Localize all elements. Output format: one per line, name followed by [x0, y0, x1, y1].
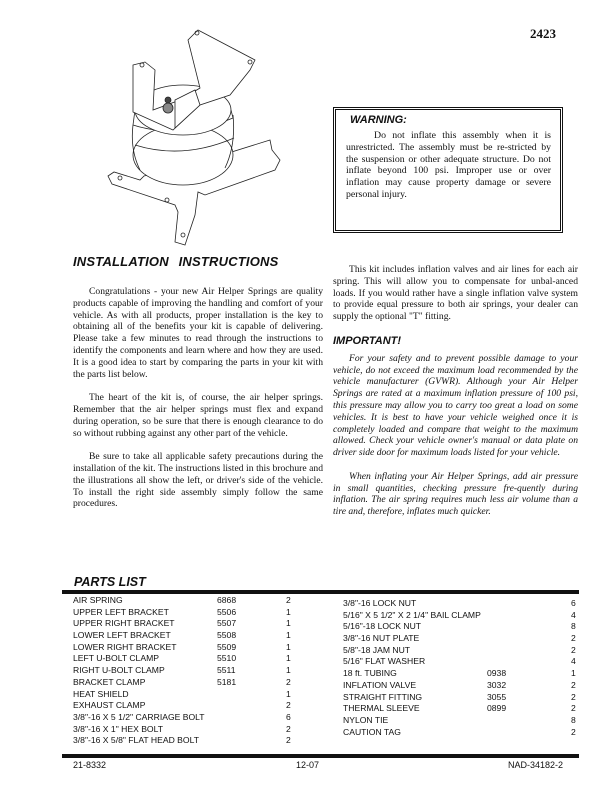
- part-name: EXHAUST CLAMP: [73, 700, 146, 711]
- important-heading: IMPORTANT!: [333, 334, 402, 347]
- part-quantity: 4: [571, 656, 576, 667]
- parts-list-row: [73, 642, 333, 654]
- part-quantity: 2: [571, 726, 576, 737]
- part-quantity: 6: [571, 598, 576, 608]
- part-number: 5509: [217, 641, 237, 652]
- part-number: 5508: [217, 630, 237, 641]
- part-name: 3/8"-16 X 5/8" FLAT HEAD BOLT: [73, 735, 199, 746]
- part-number: 0899: [487, 703, 507, 714]
- part-name: NYLON TIE: [343, 714, 389, 725]
- warning-box: [333, 107, 563, 233]
- part-number: 5511: [217, 665, 236, 676]
- part-quantity: 1: [286, 630, 291, 641]
- divider: [62, 590, 579, 594]
- page-number: 2423: [530, 26, 556, 41]
- parts-list-row: [73, 618, 333, 630]
- part-number: 3055: [487, 691, 507, 702]
- part-name: UPPER LEFT BRACKET: [73, 606, 169, 617]
- warning-text: Do not inflate this assembly when it is unrestricted. The assembly must be re-stricted by the suspension or other adequate structure. Do not inflate beyond 100 psi. Improper use or over inflation may cause property damage or severe personal injury.: [346, 130, 551, 200]
- parts-list-row: [343, 610, 578, 622]
- part-name: INFLATION VALVE: [343, 679, 417, 690]
- warning-title: WARNING:: [350, 114, 407, 126]
- paragraph: Congratulations - your new Air Helper Springs are quality products capable of improving the handling and comfort of your vehicle. As with all products, proper installation is the key to obtaining all of the benefits your kit is capable of delivering. Please take a few minutes to read through the instructions to identify the components and learn where and how they are used. It is a good idea to start by comparing the parts in your kit with the parts list below.: [73, 286, 323, 380]
- parts-list-row: [73, 595, 333, 607]
- part-quantity: 1: [286, 606, 291, 617]
- part-name: RIGHT U-BOLT CLAMP: [73, 665, 165, 676]
- part-number: 3032: [487, 679, 507, 690]
- parts-list-row: [343, 621, 578, 633]
- part-name: 5/8"-18 JAM NUT: [343, 644, 411, 655]
- part-name: LEFT U-BOLT CLAMP: [73, 653, 159, 664]
- part-quantity: 1: [286, 688, 291, 699]
- parts-list-row: [73, 735, 333, 747]
- part-number: 5506: [217, 606, 237, 617]
- parts-list-row: [343, 598, 578, 610]
- right-column: [333, 264, 578, 530]
- part-quantity: 2: [286, 676, 291, 687]
- part-name: LOWER RIGHT BRACKET: [73, 641, 177, 652]
- part-quantity: 2: [571, 644, 576, 655]
- part-name: 5/16"-18 LOCK NUT: [343, 621, 422, 632]
- part-quantity: 2: [571, 703, 576, 714]
- part-name: 5/16" FLAT WASHER: [343, 656, 426, 667]
- part-number: 5181: [217, 676, 237, 687]
- part-name: LOWER LEFT BRACKET: [73, 630, 171, 641]
- part-name: HEAT SHIELD: [73, 688, 129, 699]
- part-quantity: 2: [286, 700, 291, 711]
- page-title: INSTALLATION INSTRUCTIONS: [73, 254, 279, 269]
- part-name: 3/8"-16 LOCK NUT: [343, 598, 417, 608]
- part-quantity: 1: [286, 653, 291, 664]
- parts-list-row: [343, 715, 578, 727]
- parts-list-row: [73, 653, 333, 665]
- parts-list-row: [73, 607, 333, 619]
- part-number: 6868: [217, 595, 237, 605]
- footer-doc-number: 21-8332: [73, 760, 107, 770]
- paragraph: When inflating your Air Helper Springs, add air pressure in small quantities, checking pressure fre-quently during inflation. The air spring requires much less air volume than a tire and, therefore, inflates much quicker.: [333, 470, 578, 518]
- part-quantity: 8: [571, 621, 576, 632]
- part-quantity: 4: [571, 609, 576, 620]
- parts-list-row: [343, 692, 578, 704]
- part-quantity: 1: [286, 665, 291, 676]
- paragraph: The heart of the kit is, of course, the air helper springs. Remember that the air helper springs must flex and expand during operation, so be sure that there is enough clearance to do so without rubbing against any other part of the vehicle.: [73, 392, 323, 439]
- parts-list-row: [73, 700, 333, 712]
- part-quantity: 1: [286, 618, 291, 629]
- part-number: 5507: [217, 618, 237, 629]
- part-name: BRACKET CLAMP: [73, 676, 146, 687]
- part-quantity: 2: [571, 691, 576, 702]
- parts-list-row: [343, 680, 578, 692]
- part-quantity: 6: [286, 711, 291, 722]
- paragraph: This kit includes inflation valves and air lines for each air spring. This will allow you to compensate for unbal-anced loads. If you would rather have a single inflation valve system to provide equal pressure to both air springs, your dealer can supply the optional "T" fitting.: [333, 264, 578, 323]
- parts-list-row: [73, 724, 333, 736]
- parts-list-row: [343, 703, 578, 715]
- footer-date: 12-07: [296, 760, 320, 770]
- parts-list-row: [343, 645, 578, 657]
- footer-part-number: NAD-34182-2: [508, 760, 564, 770]
- part-name: STRAIGHT FITTING: [343, 691, 423, 702]
- parts-list-row: [343, 668, 578, 680]
- part-name: THERMAL SLEEVE: [343, 703, 420, 714]
- parts-list-row: [343, 633, 578, 645]
- parts-list-row: [73, 630, 333, 642]
- parts-list-row: [343, 656, 578, 668]
- paragraph: Be sure to take all applicable safety precautions during the installation of the kit. The instructions listed in this brochure and the illustrations all show the left, or driver's side of the vehicle. To install the right side assembly simply follow the same procedures.: [73, 451, 323, 510]
- part-name: 3/8"-16 NUT PLATE: [343, 633, 420, 644]
- part-name: 3/8"-16 X 1" HEX BOLT: [73, 723, 164, 734]
- part-name: AIR SPRING: [73, 595, 123, 605]
- part-number: 5510: [217, 653, 237, 664]
- part-quantity: 2: [286, 595, 291, 605]
- part-name: UPPER RIGHT BRACKET: [73, 618, 175, 629]
- part-quantity: 1: [571, 668, 576, 679]
- parts-list-left: [73, 595, 333, 747]
- intro-column: [73, 286, 323, 522]
- parts-list-row: [343, 727, 578, 739]
- parts-list-row: [73, 712, 333, 724]
- paragraph: For your safety and to prevent possible damage to your vehicle, do not exceed the maximum load recommended by the vehicle manufacturer (GVWR). Although your Air Helper Springs are rated at a maximum inflation pressure of 100 psi, this pressure may allow you to carry too great a load on some vehicles. It is best to have your vehicle weighed once it is completely loaded and compare that weight to the maximum allowed. Check your vehicle owner's manual or data plate on driver side door for maximum loads listed for your vehicle.: [333, 352, 578, 459]
- parts-list-row: [73, 689, 333, 701]
- part-quantity: 2: [286, 723, 291, 734]
- parts-list-row: [73, 665, 333, 677]
- parts-list-row: [73, 677, 333, 689]
- parts-list-right: [343, 598, 578, 738]
- part-name: 5/16" X 5 1/2" X 2 1/4" BAIL CLAMP: [343, 609, 481, 620]
- part-number: 0938: [487, 668, 507, 679]
- part-quantity: 8: [571, 714, 576, 725]
- part-quantity: 1: [286, 641, 291, 652]
- part-quantity: 2: [571, 633, 576, 644]
- part-quantity: 2: [286, 735, 291, 746]
- air-spring-assembly-illustration: [100, 0, 300, 250]
- part-name: 3/8"-16 X 5 1/2" CARRIAGE BOLT: [73, 711, 205, 722]
- parts-list-heading: PARTS LIST: [74, 575, 146, 589]
- part-name: 18 ft. TUBING: [343, 668, 397, 679]
- part-name: CAUTION TAG: [343, 726, 401, 737]
- divider: [62, 754, 579, 758]
- part-quantity: 2: [571, 679, 576, 690]
